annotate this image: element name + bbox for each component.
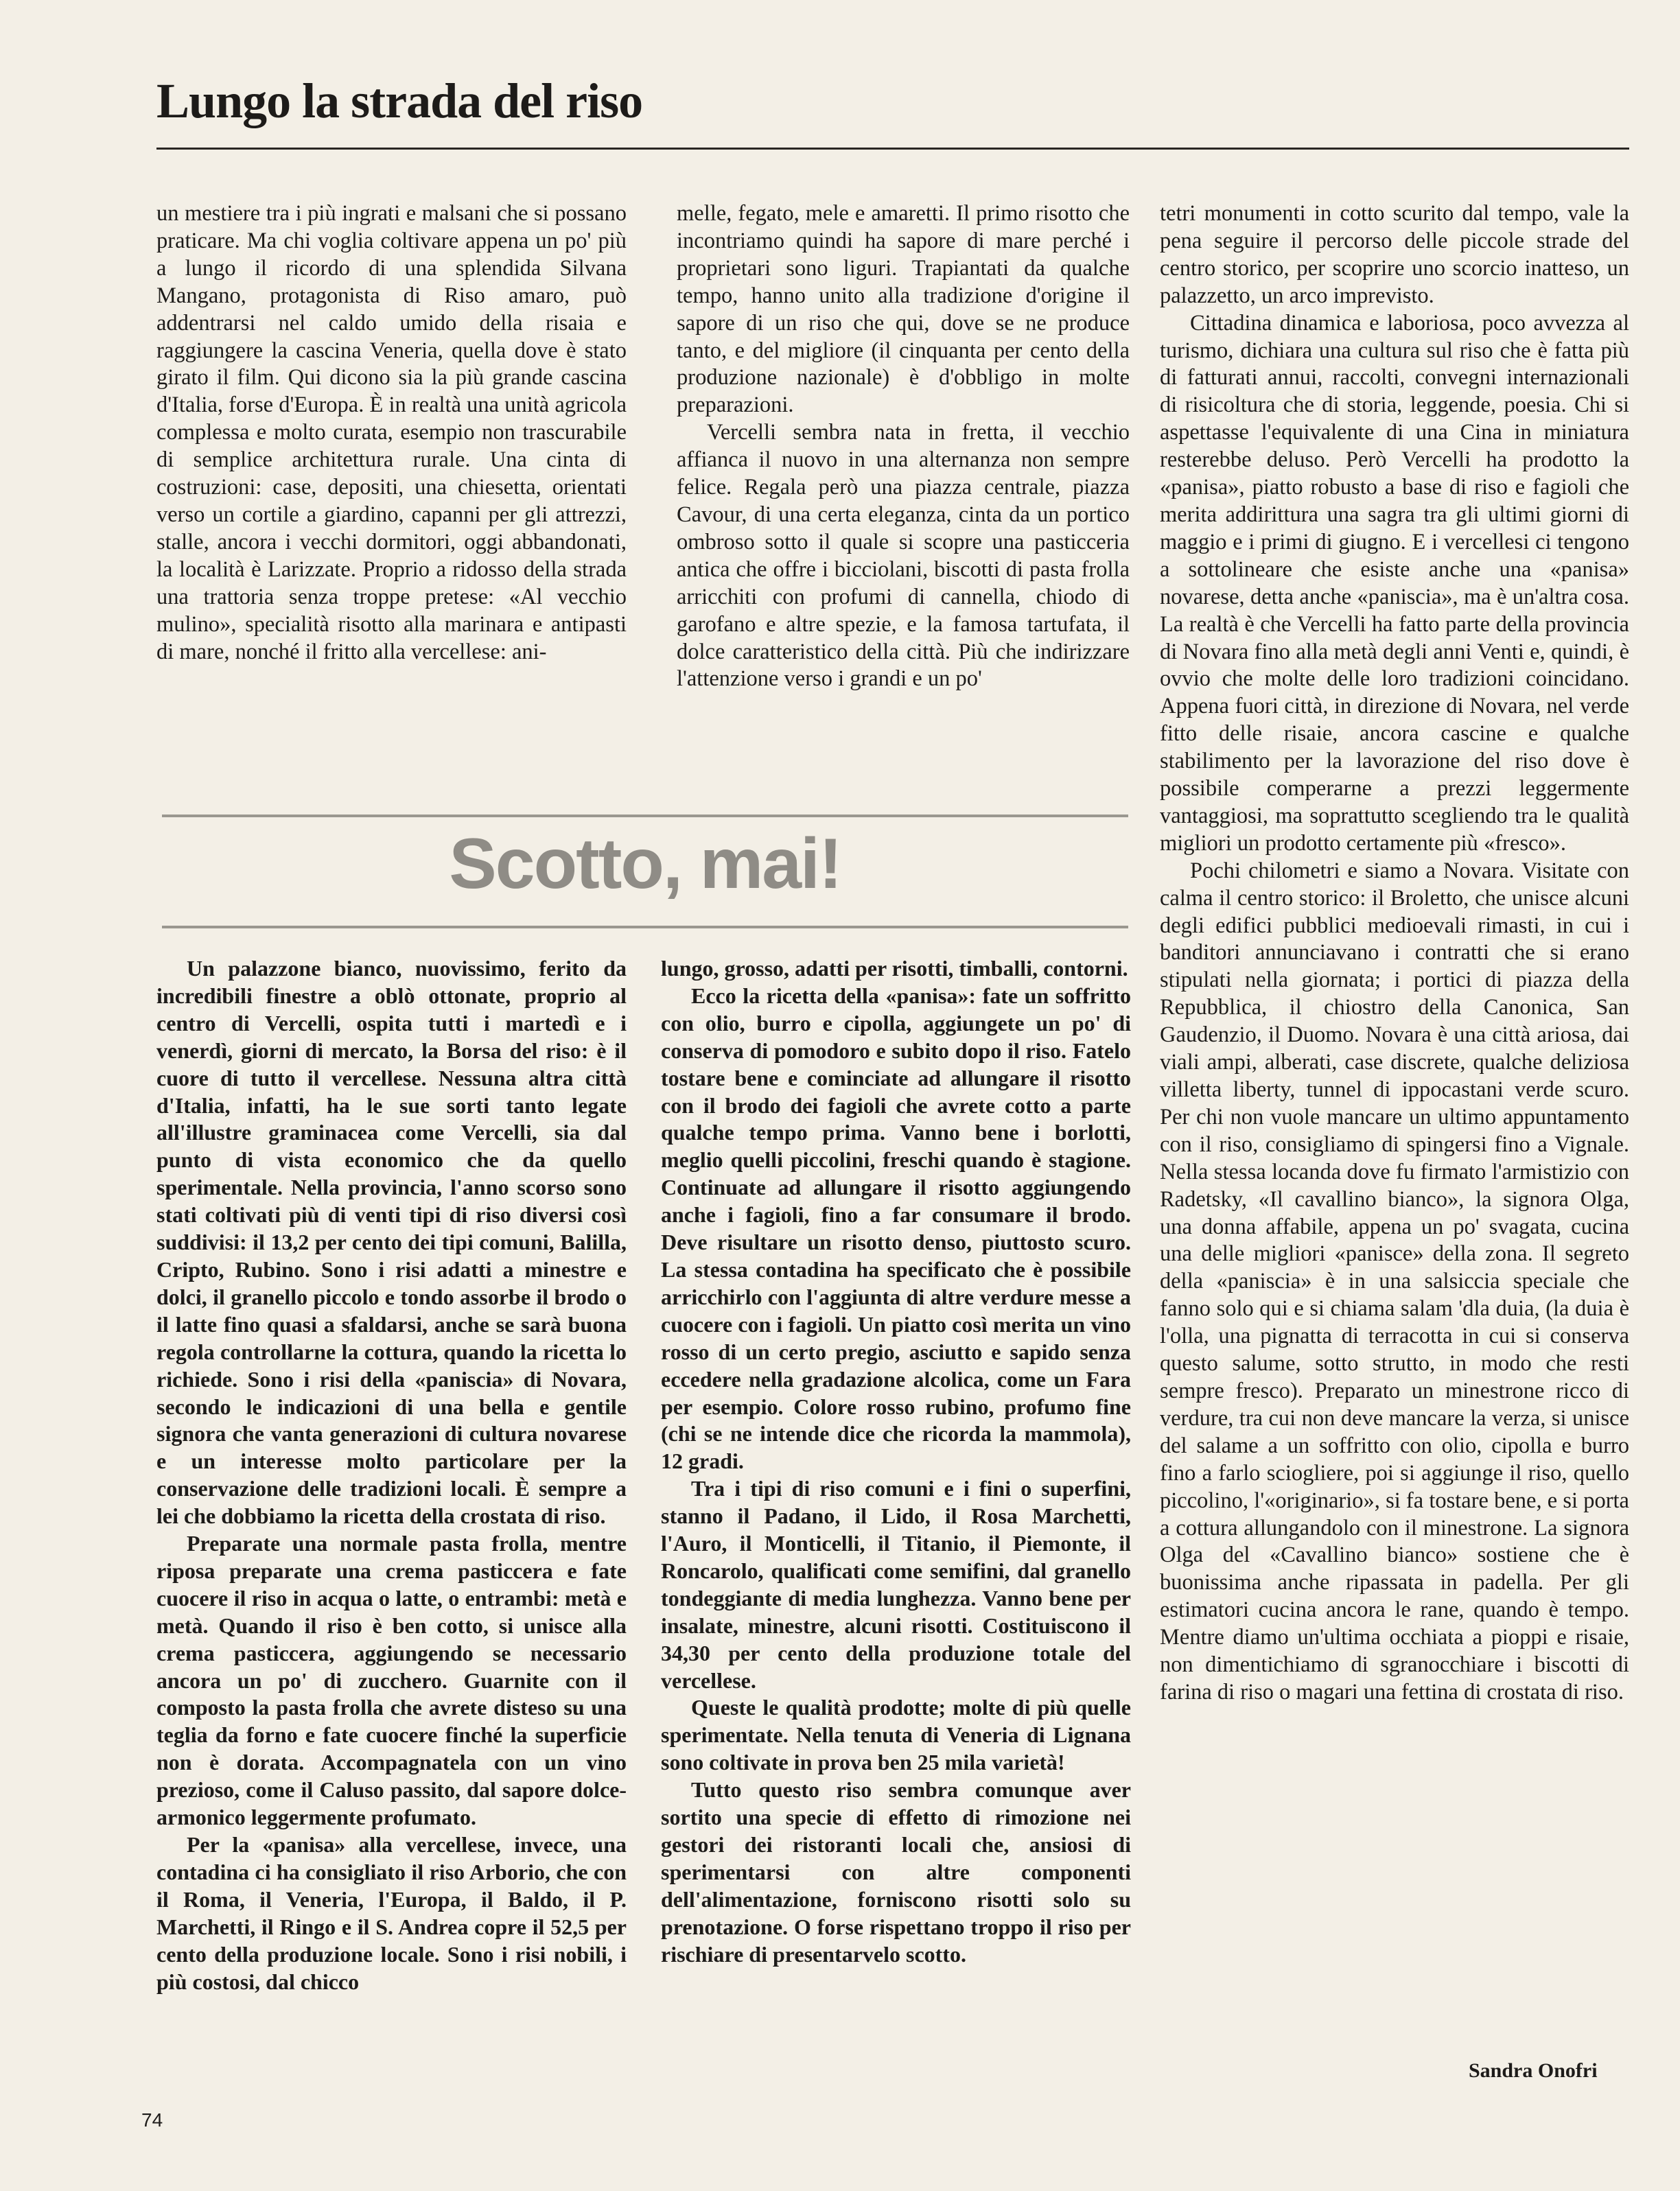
sidebar-rule-top <box>162 815 1128 817</box>
sidebar-column-1 <box>156 955 627 1995</box>
article-column-3 <box>1160 200 1629 1707</box>
sidebar-paragraph: Tutto questo riso sembra comunque aver sortito una specie di effetto di rimozione nei gestori dei ristoranti locali che, ansiosi di sperimentarsi con altre componenti dell'alimentazione, forniscono risotti solo su prenotazione. O forse rispettano troppo il riso per rischiare di presentarvelo scotto. <box>661 1777 1131 1967</box>
sidebar-column-2 <box>661 955 1131 1969</box>
article-paragraph: Vercelli sembra nata in fretta, il vecchio affianca il nuovo in una alternanza non sempre felice. Regala però una piazza centrale, piazza Cavour, di una certa eleganza, cinta da un portico ombroso sotto il quale si scopre una pasticceria antica che offre i bicciolani, biscotti di pasta frolla arricchiti con profumi di cannella, chiodo di garofano e altre spezie, e la famosa tartufata, il dolce caratteristico della città. Più che indirizzare l'attenzione verso i grandi e un po' <box>677 420 1130 692</box>
sidebar-paragraph: Tra i tipi di riso comuni e i fini o superfini, stanno il Padano, il Lido, il Rosa Marchetti, l'Auro, il Monticelli, il Titanio, il Piemonte, il Roncarolo, qualificati come semifini, dal granello tondeggiante di media lunghezza. Vanno bene per insalate, minestre, alcuni risotti. Costituiscono il 34,30 per cento della produzione totale del vercellese. <box>661 1476 1131 1693</box>
article-column-2 <box>677 200 1130 693</box>
article-paragraph: Pochi chilometri e siamo a Novara. Visitate con calma il centro storico: il Broletto, che unisce alcuni degli edifici pubblici medioevali rimasti, in cui i banditori annunciavano i contratti che si erano stipulati nella giornata; i portici di piazza della Repubblica, il chiostro della Canonica, San Gaudenzio, il Duomo. Novara è una città ariosa, dai viali ampi, alberati, case discrete, qualche deliziosa villetta liberty, tunnel di ippocastani verde scuro. Per chi non vuole mancare un ultimo appuntamento con il riso, consigliamo di spingersi fino a Vignale. Nella stessa locanda dove fu firmato l'armistizio con Radetsky, «Il cavallino bianco», la signora Olga, una donna affabile, appena un po' svagata, cucina una delle migliori «panisce» della zona. Il segreto della «paniscia» è in una salsiccia speciale che fanno solo qui e si chiama salam 'dla duia, (la duia è l'olla, una pignatta di terracotta in cui si conserva questo salume, sotto strutto, in modo che resti sempre fresco). Preparato un minestrone ricco di verdure, tra cui non deve mancare la verza, si unisce del salame a un soffritto con olio, cipolla e burro fino a farlo sciogliere, poi si aggiunge il riso, quello piccolino, l'«originario», si fa tostare bene, e si porta a cottura allungandolo con il minestrone. La signora Olga del «Cavallino bianco» sostiene che è buonissima anche ripassata in padella. Per gli estimatori cucina ancora le rane, quando è tempo. Mentre diamo un'ultima occhiata a pioppi e risaie, non dimentichiamo di sgranocchiare i biscotti di farina di riso o magari una fettina di crostata di riso. <box>1160 858 1629 1704</box>
sidebar-paragraph: Un palazzone bianco, nuovissimo, ferito da incredibili finestre a oblò ottonate, proprio al centro di Vercelli, ospita tutti i martedì e i venerdì, giorni di mercato, la Borsa del riso: è il cuore di tutto il vercellese. Nessuna altra città d'Italia, infatti, ha le sue sorti tanto legate all'illustre graminacea come Vercelli, sia dal punto di vista economico che da quello sperimentale. Nella provincia, l'anno scorso sono stati coltivati più di venti tipi di riso diversi così suddivisi: il 13,2 per cento dei tipi comuni, Balilla, Cripto, Rubino. Sono i risi adatti a minestre e dolci, il granello piccolo e tondo assorbe il brodo o il latte fino quasi a sfaldarsi, anche se sarà buona regola controllarne la cottura, quando la ricetta lo richiede. Sono i risi della «paniscia» di Novara, secondo le indicazioni di una bella e gentile signora che vanta generazioni di cultura novarese e un interesse molto particolare per la conservazione delle tradizioni locali. È sempre a lei che dobbiamo la ricetta della crostata di riso. <box>156 956 627 1529</box>
article-paragraph: un mestiere tra i più ingrati e malsani che si possano praticare. Ma chi voglia coltivare appena un po' più a lungo il ricordo di una splendida Silvana Mangano, protagonista di Riso amaro, può addentrarsi nel caldo umido della risaia e raggiungere la cascina Veneria, quella dove è stato girato il film. Qui dicono sia la più grande cascina d'Italia, forse d'Europa. È in realtà una unità agricola complessa e molto curata, esempio non trascurabile di semplice architettura rurale. Una cinta di costruzioni: case, depositi, una chiesetta, orientati verso un cortile a giardino, capanni per gli attrezzi, stalle, ancora i vecchi dormitori, oggi abbandonati, la località è Larizzate. Proprio a ridosso della strada una trattoria senza troppe pretese: «Al vecchio mulino», specialità risotto alla marinara e antipasti di mare, nonché il fritto alla vercellese: ani- <box>156 201 627 664</box>
sidebar-paragraph: Queste le qualità prodotte; molte di più quelle sperimentate. Nella tenuta di Veneria di Lignana sono coltivate in prova ben 25 mila varietà! <box>661 1695 1131 1775</box>
page-number: 74 <box>141 2109 163 2131</box>
sidebar-rule-bottom <box>162 926 1128 928</box>
sidebar-paragraph: Ecco la ricetta della «panisa»: fate un soffritto con olio, burro e cipolla, aggiungete un po' di conserva di pomodoro e subito dopo il riso. Fatelo tostare bene e cominciate ad allungare il risotto con il brodo dei fagioli che avrete cotto a parte qualche tempo prima. Vanno bene i borlotti, meglio quelli piccolini, freschi quando è stagione. Continuate ad allungare il risotto aggiungendo anche i fagioli, fino a far consumare il brodo. Deve risultare un risotto denso, piuttosto scuro. La stessa contadina ha specificato che è possibile arricchirlo con l'aggiunta di altre verdure messe a cuocere con i fagioli. Un piatto così merita un vino rosso di un certo pregio, asciutto e sapido senza eccedere nella gradazione alcolica, come un Fara per esempio. Colore rosso rubino, profumo fine (chi se ne intende dice che ricorda la mammola), 12 gradi. <box>661 983 1131 1474</box>
sidebar-title: Scotto, mai! <box>449 824 841 904</box>
header-rule <box>156 148 1629 150</box>
page-title: Lungo la strada del riso <box>156 73 643 128</box>
article-paragraph: melle, fegato, mele e amaretti. Il primo risotto che incontriamo quindi ha sapore di mare perché i proprietari sono liguri. Trapiantati da qualche tempo, hanno unito alla tradizione d'origine il sapore di un riso che qui, dove se ne produce tanto, e del migliore (il cinquanta per cento della produzione nazionale) è d'obbligo in molte preparazioni. <box>677 201 1130 418</box>
article-paragraph: Cittadina dinamica e laboriosa, poco avvezza al turismo, dichiara una cultura sul riso che è fatta più di fatturati annui, raccolti, convegni internazionali di risicoltura che di storia, leggende, poesia. Chi si aspettasse l'equivalente di una Cina in miniatura resterebbe deluso. Però Vercelli ha prodotto la «panisa», piatto robusto a base di riso e fagioli che merita addirittura una sagra tra gli ultimi giorni di maggio e i primi di giugno. E i vercellesi ci tengono a sottolineare che esiste anche una «panisa» novarese, detta anche «paniscia», ma è un'altra cosa. La realtà è che Vercelli ha fatto parte della provincia di Novara fino alla metà degli anni Venti e, quindi, è ovvio che molte delle loro tradizioni coincidano. Appena fuori città, in direzione di Novara, nel verde fitto delle risaie, ancora cascine e qualche stabilimento per la lavorazione del riso dove è possibile comperarne a prezzi leggermente vantaggiosi, ma soprattutto scegliendo tra le qualità migliori un prodotto certamente più «fresco». <box>1160 310 1629 856</box>
sidebar-paragraph: lungo, grosso, adatti per risotti, timballi, contorni. <box>661 956 1128 981</box>
article-paragraph: tetri monumenti in cotto scurito dal tempo, vale la pena seguire il percorso delle piccole strade del centro storico, per scoprire uno scorcio inatteso, un palazzetto, un arco imprevisto. <box>1160 201 1629 308</box>
article-column-1 <box>156 200 627 666</box>
sidebar-paragraph: Preparate una normale pasta frolla, mentre riposa preparate una crema pasticcera e fate cuocere il riso in acqua o latte, o entrambi: metà e metà. Quando il riso è ben cotto, si unisce alla crema pasticcera, aggiungendo se necessario ancora un po' di zucchero. Guarnite con il composto la pasta frolla che avrete disteso su una teglia da forno e fate cuocere finché la superficie non è dorata. Accompagnatela con un vino prezioso, come il Caluso passito, dal sapore dolce-armonico leggermente profumato. <box>156 1531 627 1830</box>
author-signature: Sandra Onofri <box>1469 2059 1598 2082</box>
sidebar-paragraph: Per la «panisa» alla vercellese, invece, una contadina ci ha consigliato il riso Arborio, che con il Roma, il Veneria, l'Europa, il Baldo, il P. Marchetti, il Ringo e il S. Andrea copre il 52,5 per cento della produzione locale. Sono i risi nobili, i più costosi, dal chicco <box>156 1832 627 1994</box>
